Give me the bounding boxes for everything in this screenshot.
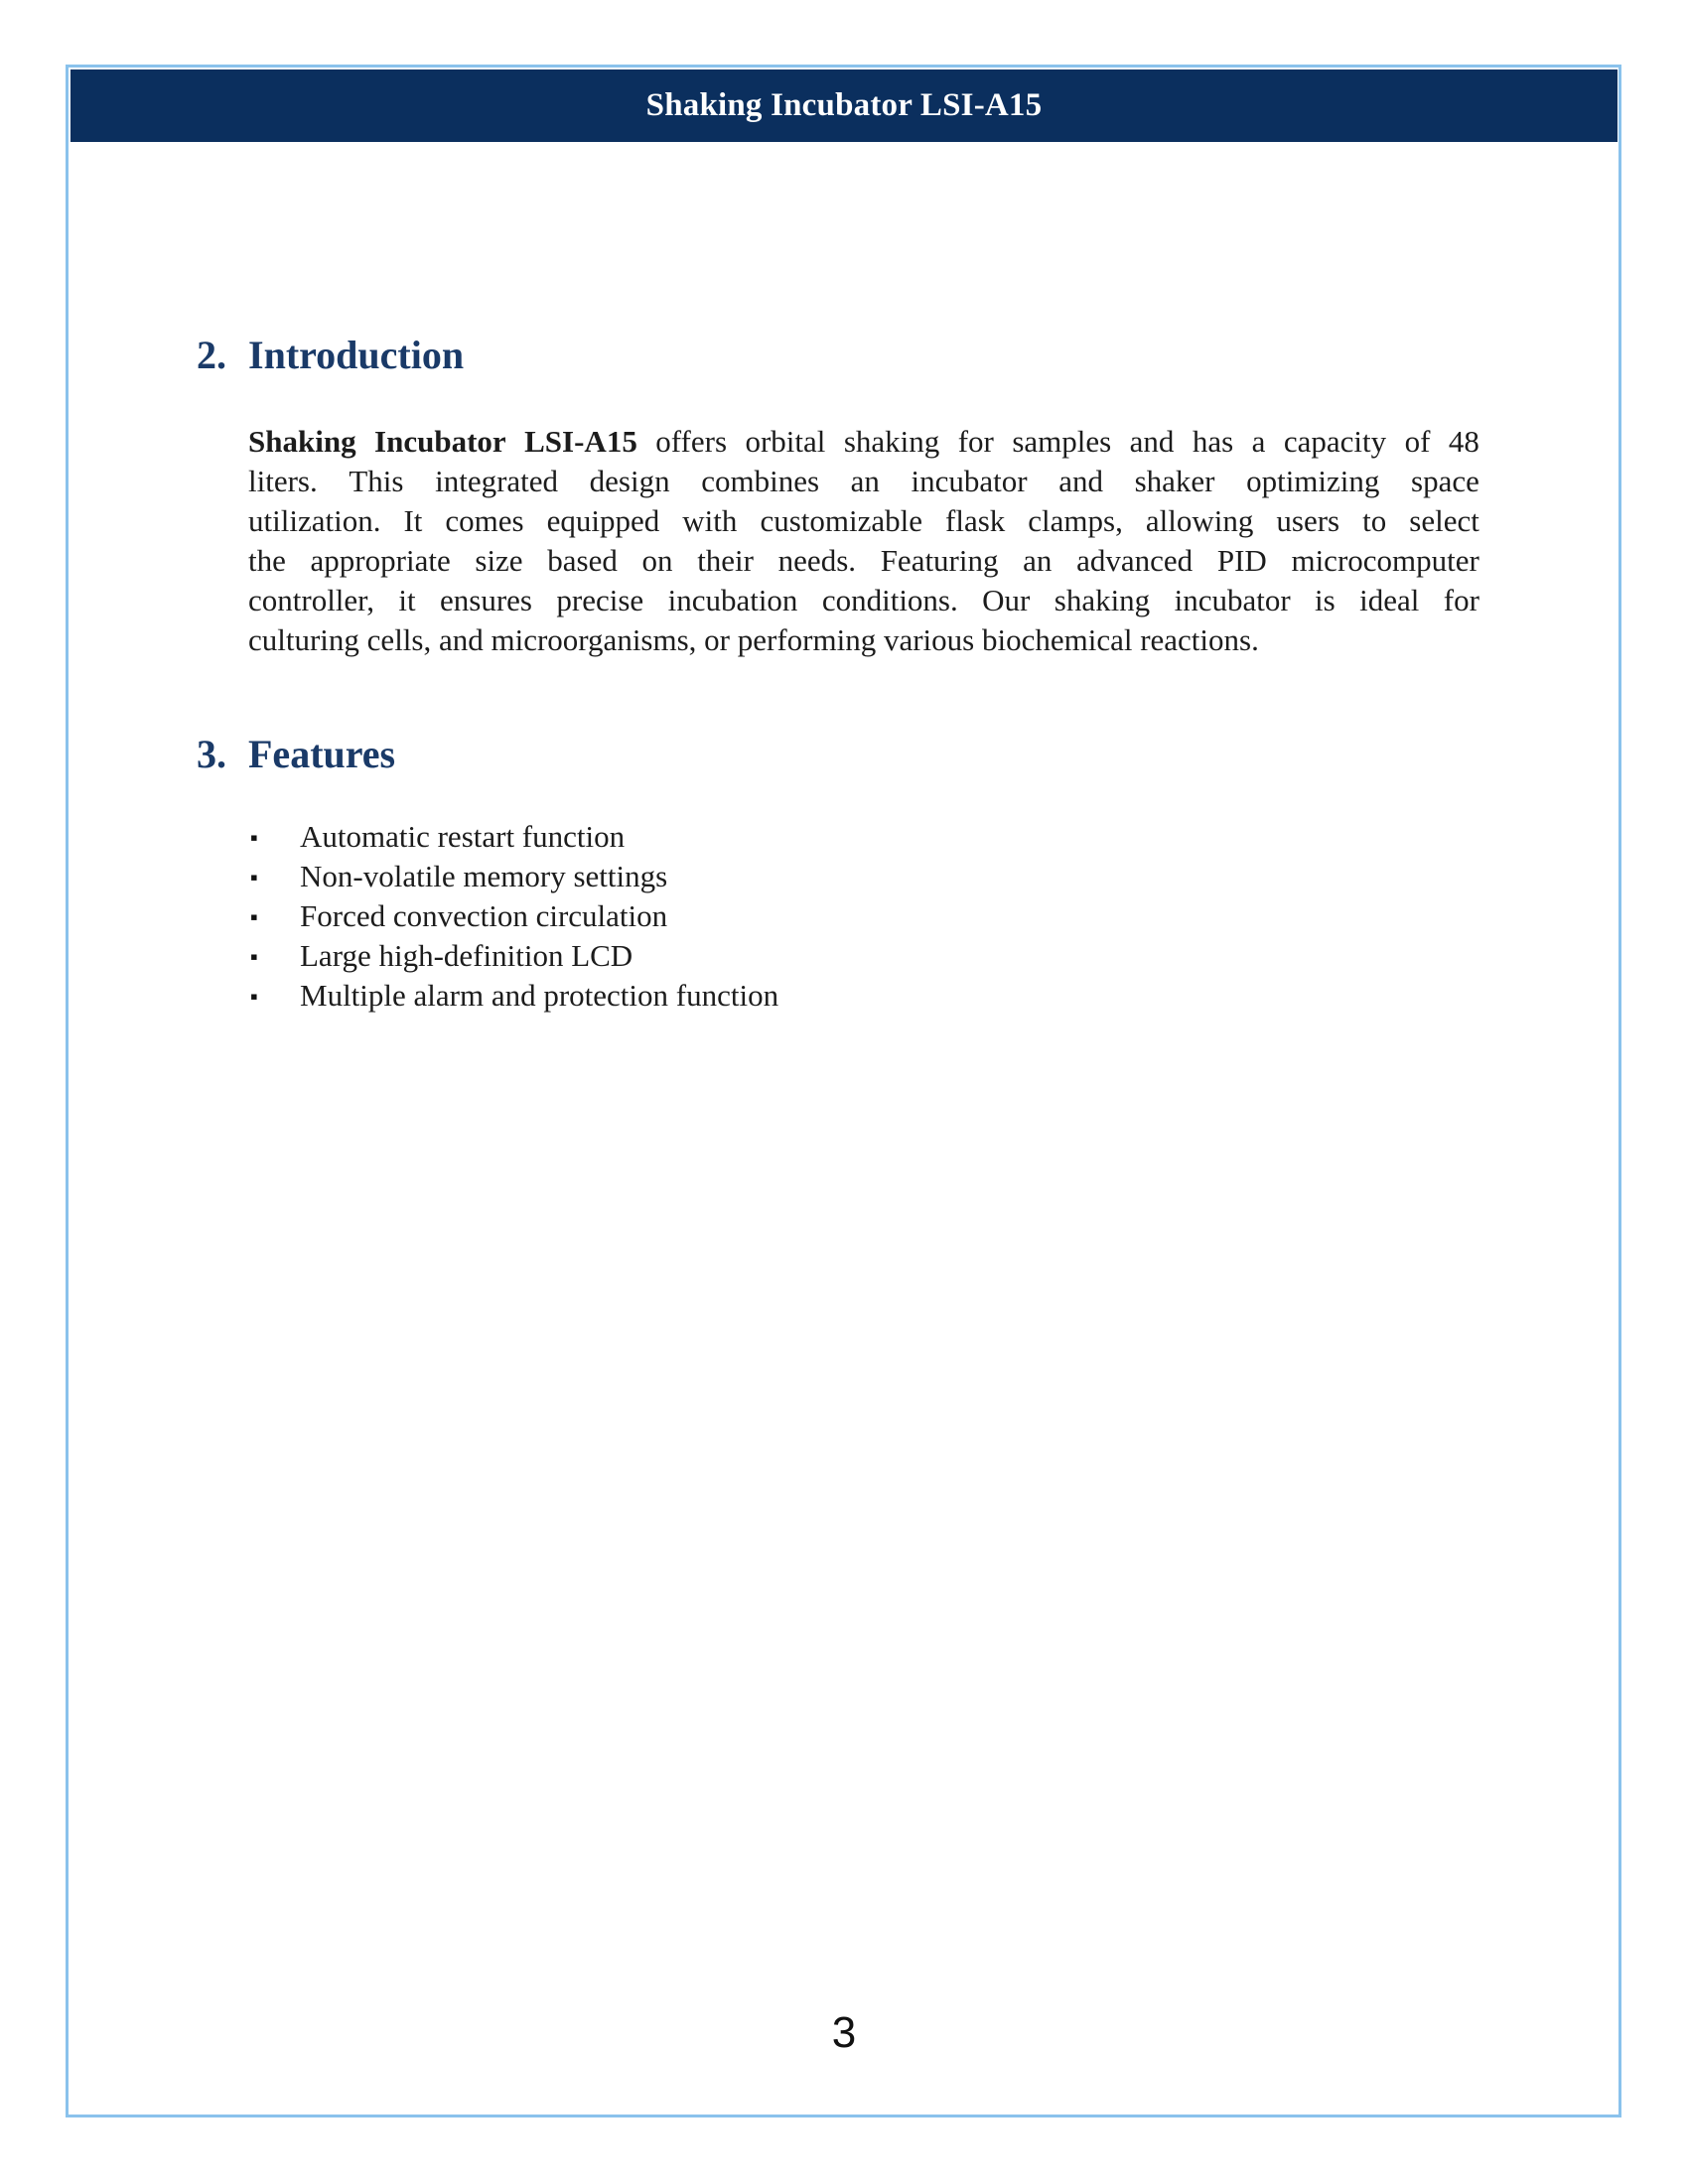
feature-item: [250, 817, 778, 857]
bullet-icon: ▪: [250, 825, 258, 850]
bullet-icon: ▪: [250, 904, 258, 929]
feature-text: Automatic restart function: [300, 819, 626, 854]
section-number: 2.: [197, 333, 226, 377]
features-list: [250, 817, 778, 1016]
bullet-icon: ▪: [250, 944, 258, 969]
paragraph-line: Shaking Incubator LSI-A15 offers orbital shaking for samples and has a capacity of 48: [248, 424, 1479, 459]
feature-text: Large high-definition LCD: [300, 938, 633, 973]
bullet-icon: ▪: [250, 984, 258, 1009]
feature-item: [250, 857, 778, 896]
page-number: 3: [831, 2008, 857, 2057]
bullet-icon: ▪: [250, 865, 258, 889]
section-heading-introduction: [197, 332, 464, 379]
section-title: Introduction: [248, 333, 465, 377]
intro-paragraph: [248, 422, 1479, 660]
feature-item: [250, 896, 778, 936]
header-title: Shaking Incubator LSI-A15: [645, 87, 1043, 123]
paragraph-line: utilization. It comes equipped with customizable flask clamps, allowing users to select: [248, 503, 1479, 538]
section-number: 3.: [197, 732, 226, 776]
paragraph-line: liters. This integrated design combines an incubator and shaker optimizing space: [248, 464, 1479, 498]
feature-item: [250, 976, 778, 1016]
paragraph-line: controller, it ensures precise incubation conditions. Our shaking incubator is ideal for: [248, 583, 1479, 617]
feature-text: Non-volatile memory settings: [300, 859, 668, 893]
paragraph-line: culturing cells, and microorganisms, or performing various biochemical reactions.: [248, 622, 1259, 657]
feature-text: Multiple alarm and protection function: [300, 978, 779, 1013]
section-title: Features: [248, 732, 396, 776]
feature-text: Forced convection circulation: [300, 898, 668, 933]
section-heading-features: [197, 731, 395, 778]
feature-item: [250, 936, 778, 976]
header-bar: [70, 69, 1618, 142]
paragraph-line: the appropriate size based on their needs. Featuring an advanced PID microcomputer: [248, 543, 1479, 578]
